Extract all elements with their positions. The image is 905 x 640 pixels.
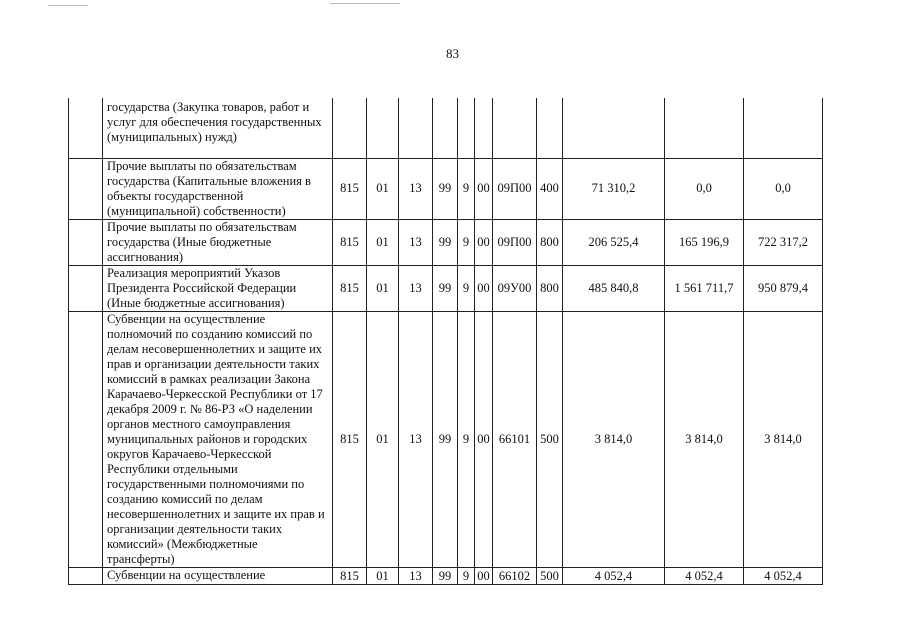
scan-artifact: [48, 5, 88, 6]
expense-description: Реализация мероприятий Указов Президента Российской Федерации (Иные бюджетные ассигнования): [103, 265, 333, 311]
ministry-code: 815: [333, 311, 367, 567]
subsection-code: [399, 98, 433, 158]
program-code: 99: [433, 265, 458, 311]
expense-type-code: 400: [537, 158, 563, 219]
expense-type-code: 800: [537, 265, 563, 311]
subprogram-code: 9: [458, 158, 475, 219]
page-number: 83: [446, 46, 459, 61]
direction-code: 66101: [493, 311, 537, 567]
main-event-code: 00: [475, 567, 493, 584]
subsection-code: 13: [399, 311, 433, 567]
table-row: [69, 98, 823, 158]
amount-year1: 206 525,4: [563, 219, 665, 265]
amount-year2: 165 196,9: [665, 219, 744, 265]
subsection-code: 13: [399, 265, 433, 311]
row-number-cell: [69, 98, 103, 158]
direction-code: 09П00: [493, 219, 537, 265]
amount-year2: 4 052,4: [665, 567, 744, 584]
subsection-code: 13: [399, 158, 433, 219]
table-row: [69, 219, 823, 265]
amount-year1: 485 840,8: [563, 265, 665, 311]
amount-year1: 3 814,0: [563, 311, 665, 567]
amount-year2: 0,0: [665, 158, 744, 219]
ministry-code: 815: [333, 567, 367, 584]
ministry-code: 815: [333, 265, 367, 311]
section-code: 01: [367, 567, 399, 584]
expense-type-code: 500: [537, 567, 563, 584]
program-code: [433, 98, 458, 158]
subsection-code: 13: [399, 567, 433, 584]
subprogram-code: 9: [458, 311, 475, 567]
subprogram-code: 9: [458, 567, 475, 584]
amount-year3: 0,0: [744, 158, 823, 219]
amount-year3: 722 317,2: [744, 219, 823, 265]
expense-type-code: 800: [537, 219, 563, 265]
subsection-code: 13: [399, 219, 433, 265]
subprogram-code: 9: [458, 219, 475, 265]
scan-artifact: [330, 3, 400, 4]
program-code: 99: [433, 219, 458, 265]
amount-year1: 4 052,4: [563, 567, 665, 584]
main-event-code: 00: [475, 219, 493, 265]
expense-description: государства (Закупка товаров, работ и услуг для обеспечения государственных (муниципальных) нужд): [103, 98, 333, 158]
section-code: 01: [367, 311, 399, 567]
amount-year2: 1 561 711,7: [665, 265, 744, 311]
row-number-cell: [69, 219, 103, 265]
main-event-code: 00: [475, 311, 493, 567]
amount-year2: 3 814,0: [665, 311, 744, 567]
amount-year1: 71 310,2: [563, 158, 665, 219]
direction-code: 09У00: [493, 265, 537, 311]
amount-year3: 950 879,4: [744, 265, 823, 311]
direction-code: 66102: [493, 567, 537, 584]
program-code: 99: [433, 567, 458, 584]
expense-type-code: 500: [537, 311, 563, 567]
main-event-code: [475, 98, 493, 158]
budget-table: [68, 98, 823, 585]
amount-year2: [665, 98, 744, 158]
main-event-code: 00: [475, 158, 493, 219]
expense-description: Субвенции на осуществление: [103, 567, 333, 584]
amount-year1: [563, 98, 665, 158]
expense-type-code: [537, 98, 563, 158]
subprogram-code: 9: [458, 265, 475, 311]
ministry-code: 815: [333, 219, 367, 265]
row-number-cell: [69, 311, 103, 567]
section-code: 01: [367, 265, 399, 311]
main-event-code: 00: [475, 265, 493, 311]
table-row: [69, 311, 823, 567]
section-code: 01: [367, 158, 399, 219]
expense-description: Прочие выплаты по обязательствам государства (Иные бюджетные ассигнования): [103, 219, 333, 265]
amount-year3: [744, 98, 823, 158]
expense-description: Прочие выплаты по обязательствам государства (Капитальные вложения в объекты государственной (муниципальной) собственности): [103, 158, 333, 219]
ministry-code: 815: [333, 158, 367, 219]
table-row: [69, 158, 823, 219]
section-code: [367, 98, 399, 158]
program-code: 99: [433, 311, 458, 567]
subprogram-code: [458, 98, 475, 158]
table-row: [69, 265, 823, 311]
row-number-cell: [69, 265, 103, 311]
row-number-cell: [69, 158, 103, 219]
program-code: 99: [433, 158, 458, 219]
expense-description: Субвенции на осуществление полномочий по созданию комиссий по делам несовершеннолетних и защите их прав и организации деятельности таких комиссий в рамках реализации Закона Карачаево-Черкесской Республики от 17 декабря 2009 г. № 86-РЗ «О наделении органов местного самоуправления муниципальных районов и городских округов Карачаево-Черкесской Республики отдельными государственными полномочиями по созданию комиссий по делам несовершеннолетних и защите их прав и организации деятельности таких комиссий» (Межбюджетные трансферты): [103, 311, 333, 567]
section-code: 01: [367, 219, 399, 265]
table-row: [69, 567, 823, 584]
ministry-code: [333, 98, 367, 158]
amount-year3: 3 814,0: [744, 311, 823, 567]
row-number-cell: [69, 567, 103, 584]
direction-code: [493, 98, 537, 158]
direction-code: 09П00: [493, 158, 537, 219]
amount-year3: 4 052,4: [744, 567, 823, 584]
